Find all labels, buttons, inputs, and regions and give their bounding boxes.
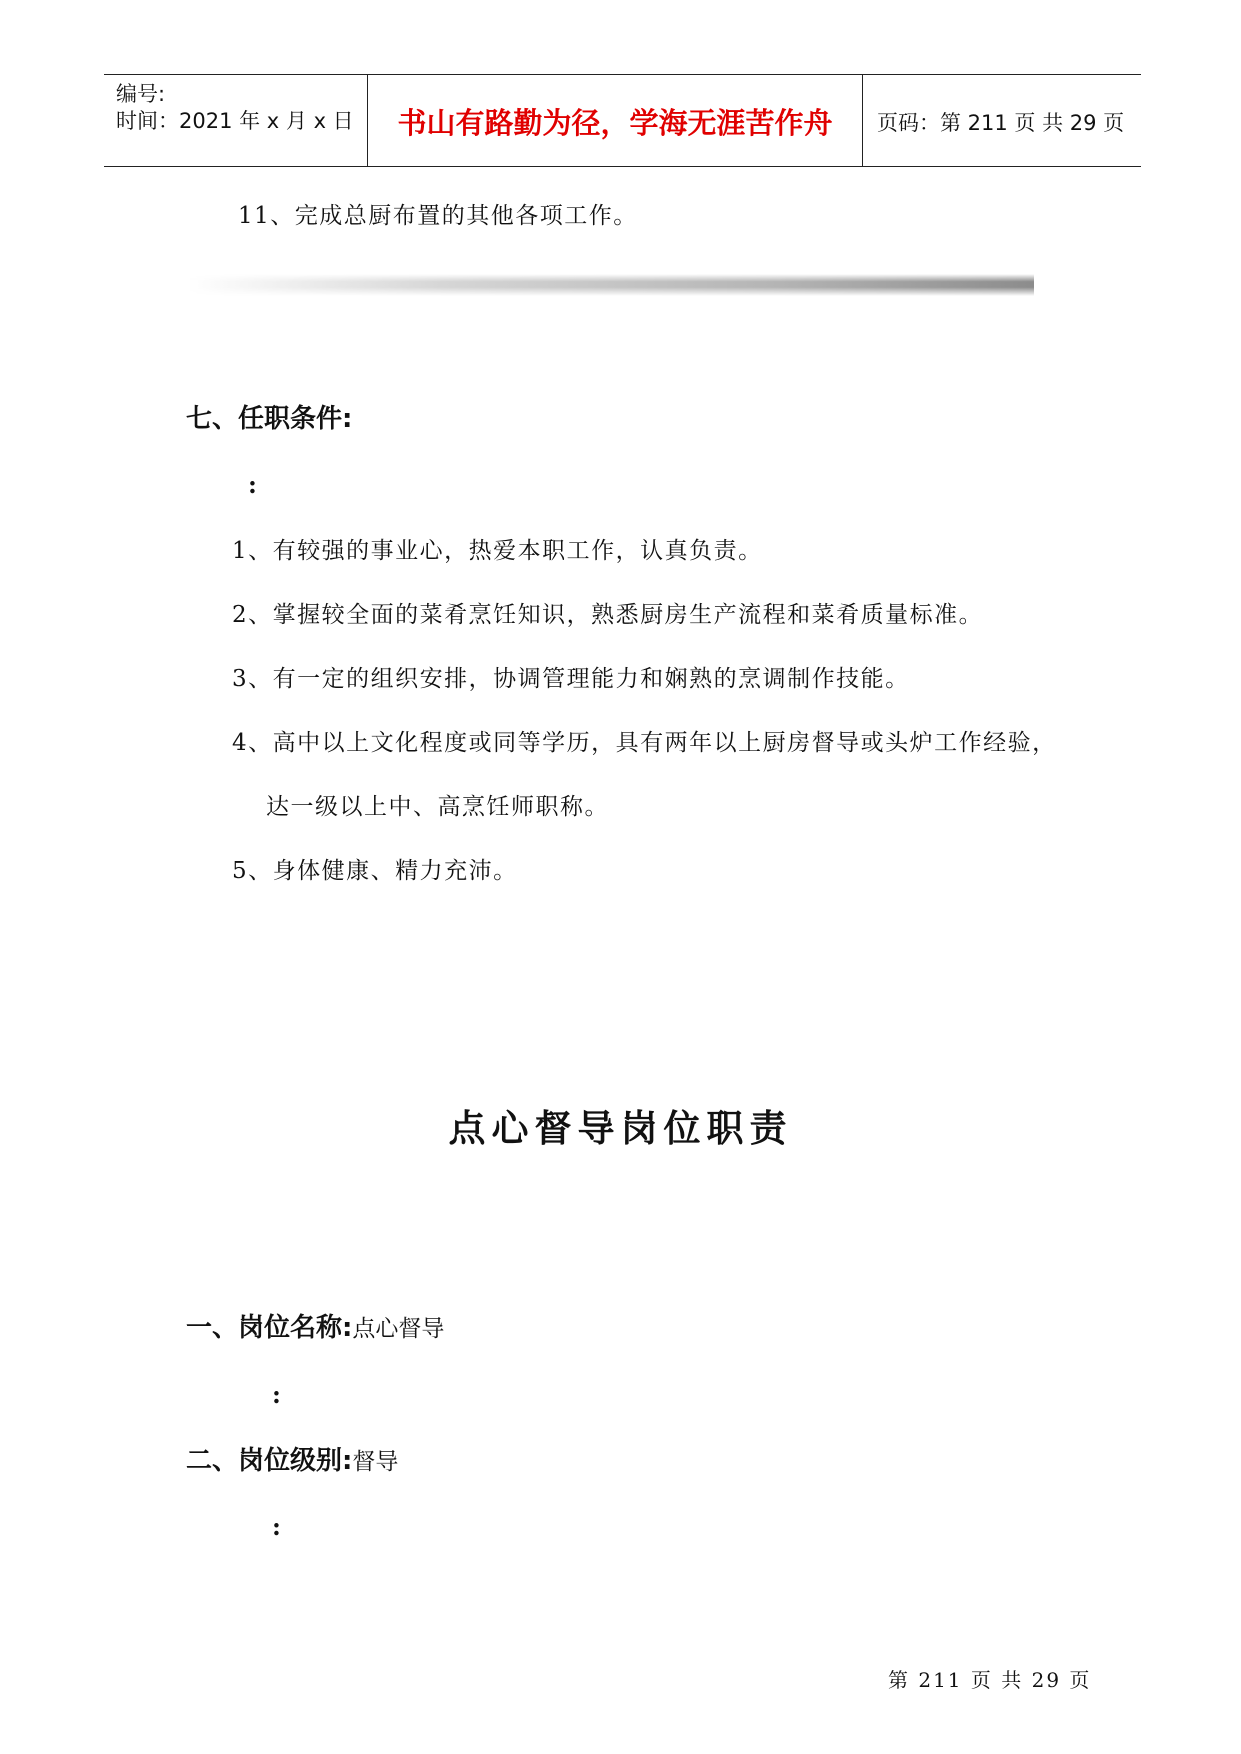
section1-value: 点心督导 — [352, 1316, 445, 1342]
header-motto-cell — [368, 75, 863, 166]
document-title: 点心督导岗位职责 — [448, 1107, 793, 1150]
section2-label: 二、岗位级别: — [186, 1446, 353, 1476]
divider-bar — [188, 274, 1034, 296]
section1-label: 一、岗位名称: — [186, 1313, 353, 1343]
section1-colon: : — [272, 1380, 281, 1409]
time-label: 时间：2021 年 x 月 x 日 — [116, 109, 354, 133]
header-page-info: 页码：第 211 页 共 29 页 — [877, 111, 1125, 135]
section7-colon: : — [248, 470, 257, 499]
requirement-5: 5、身体健康、精力充沛。 — [232, 858, 518, 884]
section2-value: 督导 — [352, 1449, 399, 1475]
page-header — [104, 74, 1141, 167]
number-label: 编号: — [116, 82, 166, 106]
header-motto: 书山有路勤为径，学海无涯苦作舟 — [397, 106, 833, 140]
section1-heading — [186, 1307, 444, 1344]
requirement-2: 2、掌握较全面的菜肴烹饪知识，熟悉厨房生产流程和菜肴质量标准。 — [232, 602, 984, 628]
page-footer: 第 211 页 共 29 页 — [888, 1668, 1092, 1692]
requirement-1: 1、有较强的事业心，热爱本职工作，认真负责。 — [232, 538, 763, 564]
section2-heading — [186, 1440, 398, 1477]
requirement-3: 3、有一定的组织安排，协调管理能力和娴熟的烹调制作技能。 — [232, 666, 910, 692]
section7-heading: 七、任职条件: — [186, 404, 353, 434]
requirement-4: 4、高中以上文化程度或同等学历，具有两年以上厨房督导或头炉工作经验， — [232, 730, 1057, 756]
header-left-cell — [104, 75, 368, 166]
item-11-text: 11、完成总厨布置的其他各项工作。 — [238, 203, 638, 229]
requirement-4-cont: 达一级以上中、高烹饪师职称。 — [266, 794, 609, 820]
header-right-cell — [863, 75, 1141, 166]
section2-colon: : — [272, 1512, 281, 1541]
